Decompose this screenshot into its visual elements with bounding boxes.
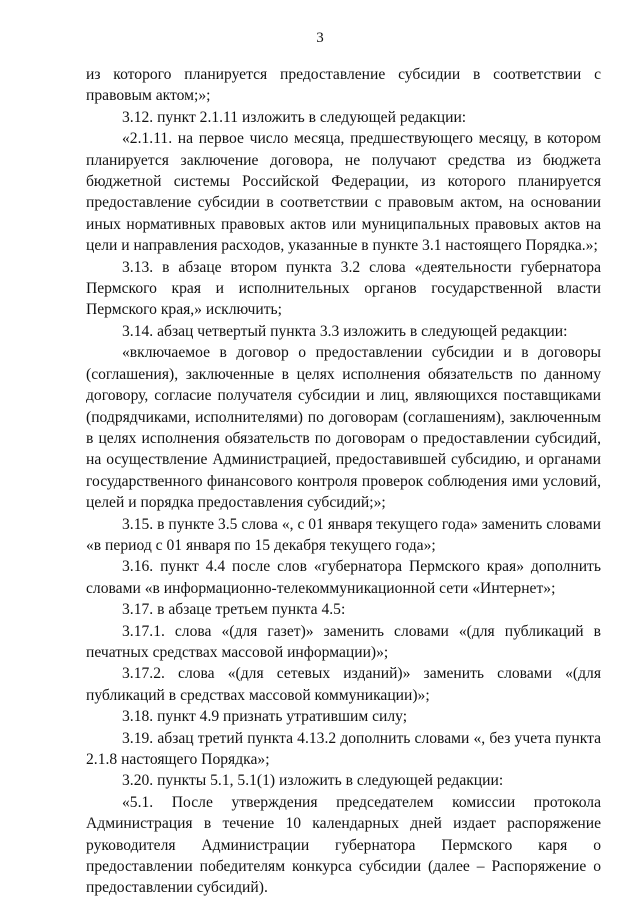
document-body — [86, 64, 601, 899]
paragraph-3-3-text: «включаемое в договор о предоставлении субсидии и в договоры (соглашения), заключенные в целях исполнения обязательств по данному договору, согласие получателя субсидии и лиц, являющихся поставщиками (подрядчиками, исполнителями) по договорам (соглашениям), заключенным в целях исполнения обязательств по договорам о предоставлении субсидий, на осуществление Администрацией, предоставившей субсидию, и органами государственного финансового контроля проверок соблюдения ими условий, целей и порядка предоставления субсидий;»; — [86, 344, 601, 512]
paragraph-3-13: 3.13. в абзаце втором пункта 3.2 слова «деятельности губернатора Пермского края и исполнительных органов государственной власти Пермского края,» исключить; — [86, 258, 601, 319]
paragraph-3-17: 3.17. в абзаце третьем пункта 4.5: — [122, 601, 346, 619]
paragraph-2-1-11-text: «2.1.11. на первое число месяца, предшествующего месяцу, в котором планируется заключение договора, не получают средства из бюджета бюджетной системы Российской Федерации, из которого планируется предоставление субсидии в соответствии с правовым актом, на основании иных нормативных правовых актов или муниципальных правовых актов на цели и направления расходов, указанные в пункте 3.1 настоящего Порядка.»; — [86, 130, 601, 255]
paragraph-5-1-text: «5.1. После утверждения председателем комиссии протокола Администрация в течение 10 календарных дней издает распоряжение руководителя Администрации губернатора Пермского каря о предоставлении победителям конкурса субсидии (далее – Распоряжение о предоставлении субсидий). — [86, 793, 601, 897]
paragraph-3-17-2: 3.17.2. слова «(для сетевых изданий)» заменить словами «(для публикаций в средствах массовой коммуникации)»; — [86, 665, 601, 704]
paragraph-3-19: 3.19. абзац третий пункта 4.13.2 дополнить словами «, без учета пункта 2.1.8 настоящего Порядка»; — [86, 729, 601, 768]
paragraph-3-14: 3.14. абзац четвертый пункта 3.3 изложить в следующей редакции: — [122, 322, 568, 340]
paragraph-3-18: 3.18. пункт 4.9 признать утратившим силу; — [122, 708, 408, 726]
paragraph-3-15: 3.15. в пункте 3.5 слова «, с 01 января текущего года» заменить словами «в период с 01 января по 15 декабря текущего года»; — [86, 515, 601, 554]
paragraph-3-17-1: 3.17.1. слова «(для газет)» заменить словами «(для публикаций в печатных средствах массовой информации)»; — [86, 622, 601, 661]
paragraph-continuation: из которого планируется предоставление субсидии в соответствии с правовым актом;»; — [86, 66, 601, 105]
paragraph-3-16: 3.16. пункт 4.4 после слов «губернатора Пермского края» дополнить словами «в информационно-телекоммуникационной сети «Интернет»; — [86, 558, 601, 597]
page-number: 3 — [316, 30, 324, 46]
paragraph-3-20: 3.20. пункты 5.1, 5.1(1) изложить в следующей редакции: — [122, 772, 504, 790]
paragraph-3-12: 3.12. пункт 2.1.11 изложить в следующей редакции: — [122, 108, 467, 126]
